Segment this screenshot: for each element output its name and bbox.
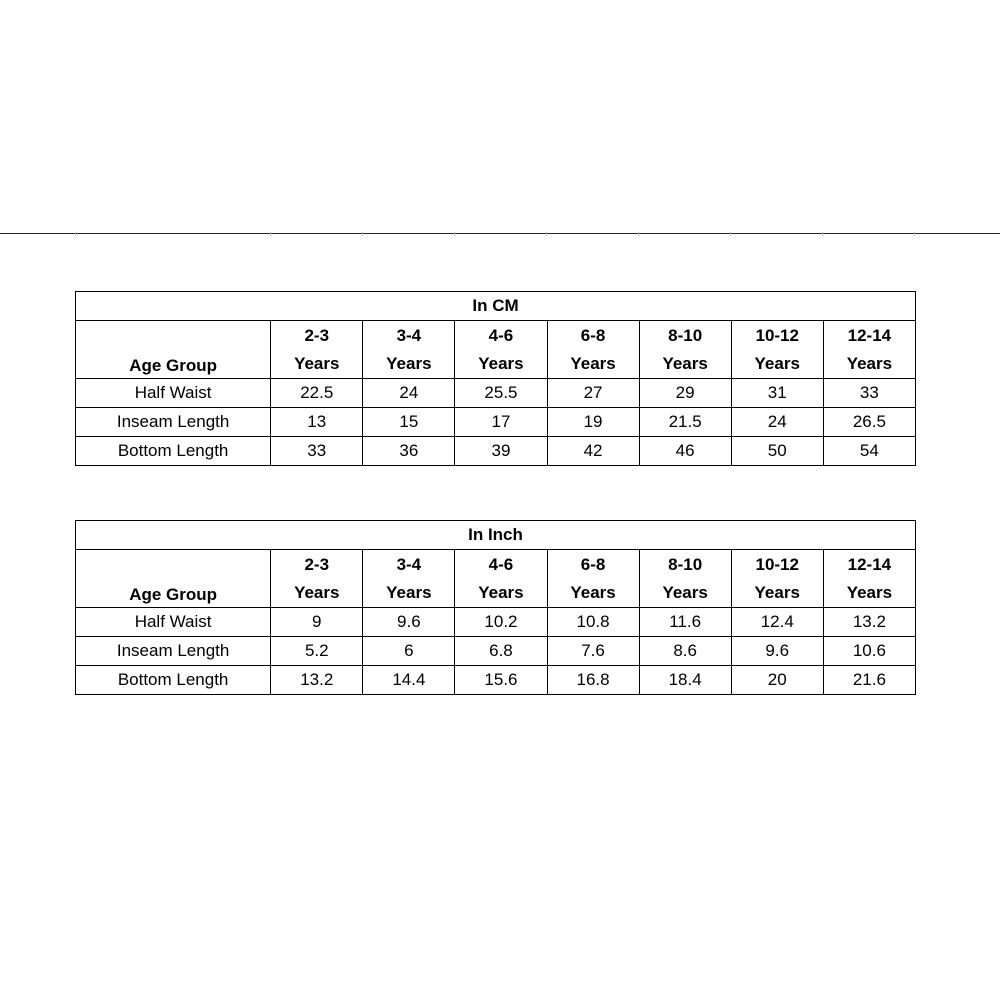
column-unit: Years — [754, 582, 800, 602]
column-header — [455, 321, 547, 379]
column-range: 2-3 — [304, 325, 330, 345]
divider-tick — [730, 232, 731, 236]
size-chart-inch — [75, 520, 916, 695]
column-header — [455, 550, 547, 608]
table-cell: 42 — [547, 437, 639, 466]
table-row — [76, 608, 916, 637]
table-cell: 39 — [455, 437, 547, 466]
column-range: 8-10 — [668, 554, 703, 574]
column-unit: Years — [570, 353, 616, 373]
table-cell: 19 — [547, 408, 639, 437]
column-unit: Years — [478, 582, 524, 602]
table-row — [76, 379, 916, 408]
column-unit: Years — [754, 353, 800, 373]
age-group-header: Age Group — [76, 321, 271, 379]
column-header — [271, 321, 363, 379]
divider-tick — [546, 232, 547, 236]
table-cell: 50 — [731, 437, 823, 466]
divider-tick — [822, 232, 823, 236]
column-header — [731, 321, 823, 379]
table-cell: 33 — [271, 437, 363, 466]
top-divider-line — [0, 233, 1000, 234]
divider-tick — [362, 232, 363, 236]
table-cell: 24 — [363, 379, 455, 408]
table-title: In CM — [76, 292, 916, 321]
column-range: 6-8 — [580, 325, 606, 345]
column-header — [547, 550, 639, 608]
column-unit: Years — [846, 353, 893, 373]
column-unit: Years — [662, 353, 708, 373]
column-range: 12-14 — [847, 325, 892, 345]
age-group-header: Age Group — [76, 550, 271, 608]
row-label: Bottom Length — [76, 437, 271, 466]
table-cell: 11.6 — [639, 608, 731, 637]
table-cell: 20 — [731, 666, 823, 695]
table-row — [76, 666, 916, 695]
table-cell: 21.6 — [823, 666, 915, 695]
column-header — [823, 550, 915, 608]
column-range: 3-4 — [396, 554, 422, 574]
column-range: 4-6 — [488, 554, 514, 574]
column-header — [823, 321, 915, 379]
column-unit: Years — [570, 582, 616, 602]
table-cell: 27 — [547, 379, 639, 408]
table-cell: 5.2 — [271, 637, 363, 666]
divider-tick — [75, 232, 76, 236]
row-label: Half Waist — [76, 379, 271, 408]
column-unit: Years — [386, 353, 432, 373]
table-row — [76, 408, 916, 437]
row-label: Inseam Length — [76, 408, 271, 437]
table-cell: 21.5 — [639, 408, 731, 437]
column-header — [547, 321, 639, 379]
column-unit: Years — [662, 582, 708, 602]
table-cell: 14.4 — [363, 666, 455, 695]
table-cell: 25.5 — [455, 379, 547, 408]
table-title: In Inch — [76, 521, 916, 550]
column-range: 3-4 — [396, 325, 422, 345]
table-cell: 31 — [731, 379, 823, 408]
column-range: 4-6 — [488, 325, 514, 345]
table-cell: 29 — [639, 379, 731, 408]
table-cell: 7.6 — [547, 637, 639, 666]
table-cell: 9.6 — [731, 637, 823, 666]
table-cell: 36 — [363, 437, 455, 466]
column-header — [363, 550, 455, 608]
table-cell: 54 — [823, 437, 915, 466]
row-label: Half Waist — [76, 608, 271, 637]
table-row — [76, 637, 916, 666]
table-row — [76, 437, 916, 466]
column-header — [731, 550, 823, 608]
table-cell: 10.2 — [455, 608, 547, 637]
column-range: 12-14 — [847, 554, 892, 574]
column-header — [363, 321, 455, 379]
table-cell: 26.5 — [823, 408, 915, 437]
column-unit: Years — [846, 582, 893, 602]
column-range: 10-12 — [755, 554, 799, 574]
column-unit: Years — [478, 353, 524, 373]
table-cell: 12.4 — [731, 608, 823, 637]
column-header — [639, 321, 731, 379]
divider-tick — [638, 232, 639, 236]
table-cell: 18.4 — [639, 666, 731, 695]
table-cell: 15.6 — [455, 666, 547, 695]
table-cell: 9 — [271, 608, 363, 637]
size-chart-cm — [75, 291, 916, 466]
table-cell: 9.6 — [363, 608, 455, 637]
table-cell: 13 — [271, 408, 363, 437]
column-range: 10-12 — [755, 325, 799, 345]
column-range: 6-8 — [580, 554, 606, 574]
table-cell: 8.6 — [639, 637, 731, 666]
table-cell: 46 — [639, 437, 731, 466]
table-cell: 15 — [363, 408, 455, 437]
table-cell: 10.6 — [823, 637, 915, 666]
divider-tick — [270, 232, 271, 236]
column-header — [639, 550, 731, 608]
table-cell: 13.2 — [271, 666, 363, 695]
table-cell: 17 — [455, 408, 547, 437]
table-cell: 6 — [363, 637, 455, 666]
column-unit: Years — [294, 353, 340, 373]
table-cell: 22.5 — [271, 379, 363, 408]
divider-tick — [914, 232, 915, 236]
column-range: 2-3 — [304, 554, 330, 574]
row-label: Inseam Length — [76, 637, 271, 666]
table-cell: 10.8 — [547, 608, 639, 637]
divider-tick — [454, 232, 455, 236]
table-cell: 6.8 — [455, 637, 547, 666]
column-range: 8-10 — [668, 325, 703, 345]
column-unit: Years — [386, 582, 432, 602]
column-header — [271, 550, 363, 608]
column-unit: Years — [294, 582, 340, 602]
table-cell: 13.2 — [823, 608, 915, 637]
table-cell: 33 — [823, 379, 915, 408]
table-cell: 16.8 — [547, 666, 639, 695]
table-cell: 24 — [731, 408, 823, 437]
row-label: Bottom Length — [76, 666, 271, 695]
